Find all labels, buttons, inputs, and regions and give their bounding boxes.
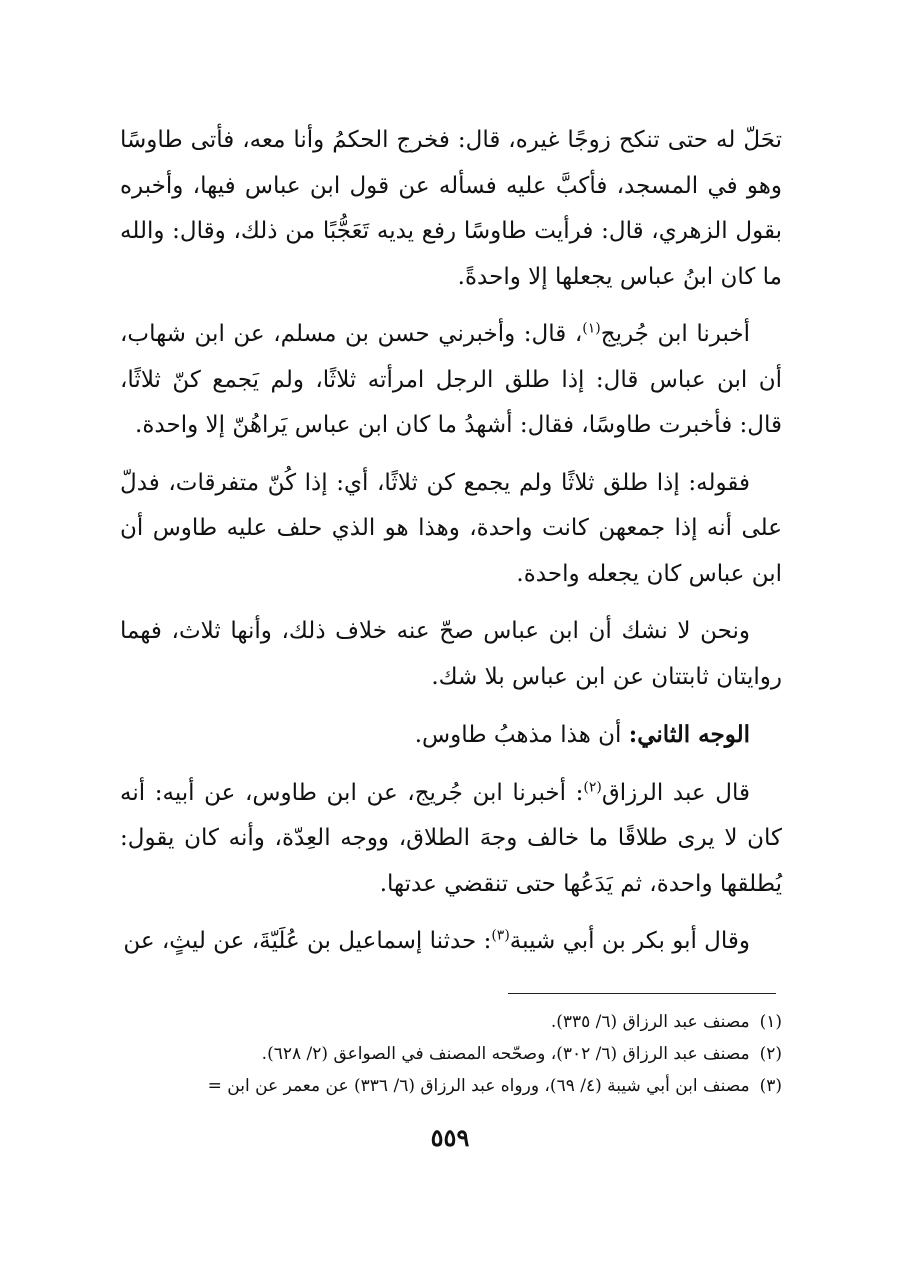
footnote-ref-2[interactable]: (٢) — [583, 778, 602, 795]
paragraph-5 — [120, 712, 782, 759]
footnote-number: (١) — [759, 1012, 782, 1032]
footnote-text: مصنف عبد الرزاق (٦/ ٣٣٥). — [550, 1012, 750, 1032]
paragraph-7-rest: : حدثنا إسماعيل بن عُلَيّةَ، عن ليثٍ، عن — [123, 928, 492, 954]
footnote-ref-3[interactable]: (٣) — [491, 927, 510, 944]
paragraph-6-rest: : أخبرنا ابن جُريج، عن ابن طاوس، عن أبيه: أنه كان لا يرى طلاقًا ما خالف وجهَ الطلاق، ووجه العِدّة، وأنه كان يقول: يُطلقها واحدة، ثم يَدَعُها حتى تنقضي عدتها. — [120, 779, 782, 897]
paragraph-2 — [120, 312, 782, 449]
paragraph-7-lead: وقال أبو بكر بن أبي شيبة — [509, 928, 750, 954]
footnote-3 — [110, 1070, 782, 1102]
footnote-text: مصنف ابن أبي شيبة (٤/ ٦٩)، ورواه عبد الرزاق (٦/ ٣٣٦) عن معمر عن ابن = — [207, 1076, 750, 1096]
footnote-ref-1[interactable]: (١) — [582, 320, 601, 337]
paragraph-1: تحَلّ له حتى تنكح زوجًا غيره، قال: فخرج الحكمُ وأنا معه، فأتى طاوسًا وهو في المسجد، فأكبَّ عليه فسأله عن قول ابن عباس فيها، وأخبره بقول الزهري، قال: فرأيت طاوسًا رفع يديه تَعَجُّبًا من ذلك، وقال: والله ما كان ابنُ عباس يجعلها إلا واحدةً. — [120, 127, 782, 290]
paragraph-7 — [120, 919, 782, 965]
paragraph-4: ونحن لا نشك أن ابن عباس صحّ عنه خلاف ذلك، وأنها ثلاث، فهما روايتان ثابتتان عن ابن عباس بلا شك. — [120, 618, 782, 690]
footnote-2 — [110, 1038, 782, 1070]
page-number: ٥٥٩ — [430, 1123, 470, 1152]
footnote-1 — [110, 1006, 782, 1038]
footnote-number: (٢) — [759, 1044, 782, 1064]
paragraph-2-rest: ، قال: وأخبرني حسن بن مسلم، عن ابن شهاب، أن ابن عباس قال: إذا طلق الرجل امرأته ثلاثًا، ولم يَجمع كنّ ثلاثًا، قال: فأخبرت طاوسًا، فقال: أشهدُ ما كان ابن عباس يَراهُنّ إلا واحدة. — [120, 321, 782, 438]
section-heading: الوجه الثاني: — [628, 721, 750, 748]
footnote-divider — [508, 993, 776, 994]
main-text — [120, 118, 782, 965]
paragraph-2-lead: أخبرنا ابن جُريج — [600, 321, 750, 347]
paragraph-3: فقوله: إذا طلق ثلاثًا ولم يجمع كن ثلاثًا، أي: إذا كُنّ متفرقات، فدلّ على أنه إذا جمعهن كانت واحدة، وهذا هو الذي حلف عليه طاوس أن ابن عباس كان يجعله واحدة. — [120, 469, 782, 587]
paragraph-6 — [120, 771, 782, 908]
footnote-number: (٣) — [759, 1076, 782, 1096]
footnote-text: مصنف عبد الرزاق (٦/ ٣٠٢)، وصحّحه المصنف في الصواعق (٢/ ٦٢٨). — [261, 1044, 750, 1064]
footnotes — [110, 1006, 782, 1102]
paragraph-5-rest: أن هذا مذهبُ طاوس. — [414, 722, 629, 748]
paragraph-6-lead: قال عبد الرزاق — [601, 779, 750, 806]
